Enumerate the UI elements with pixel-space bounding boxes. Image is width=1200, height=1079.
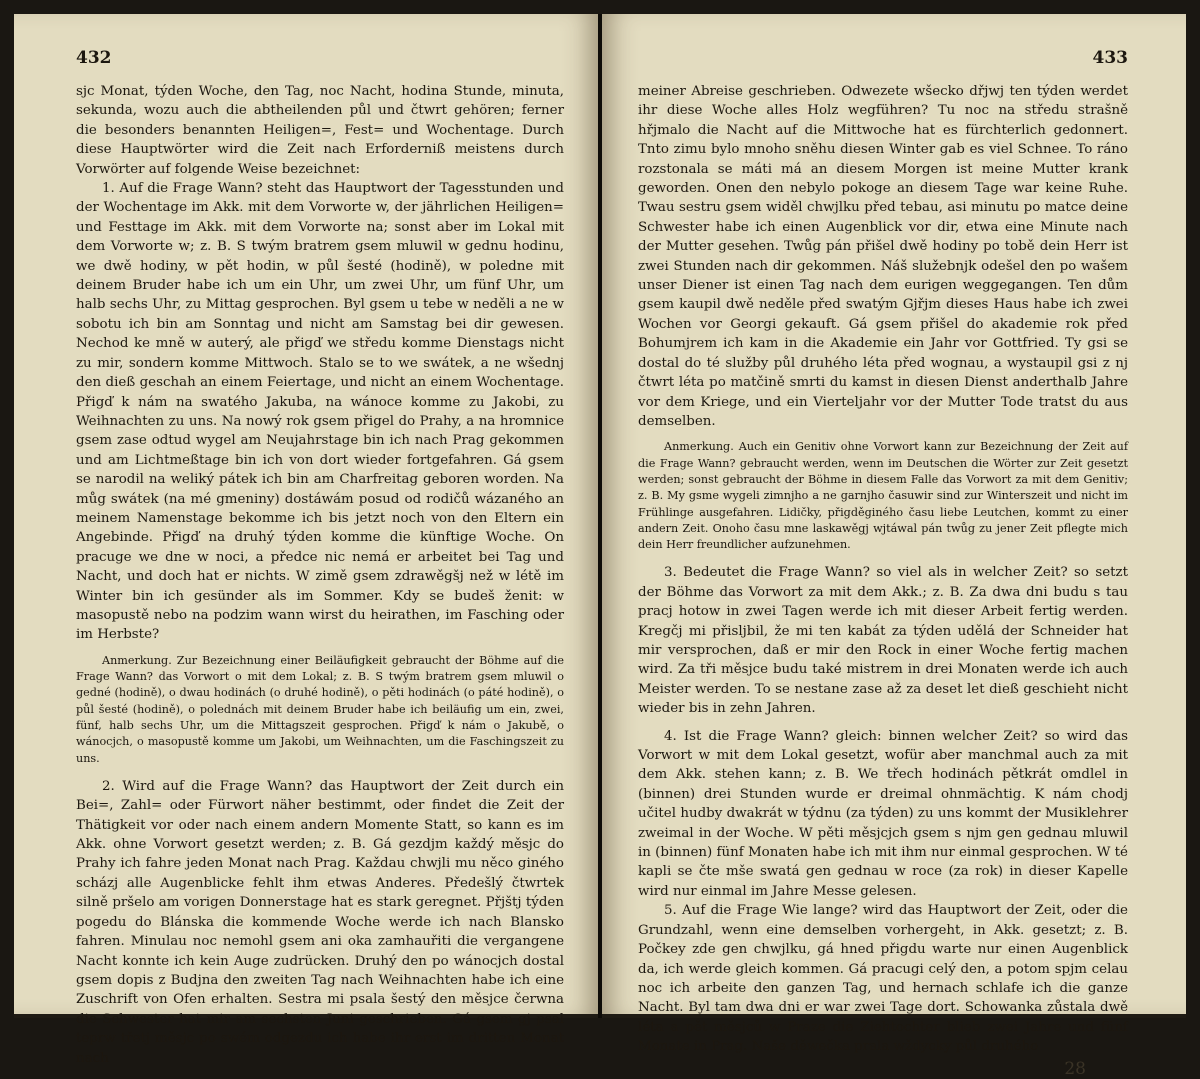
- left-page: [14, 14, 598, 1066]
- page-number: 433: [1092, 48, 1128, 68]
- book-spread: [14, 14, 1186, 1079]
- paragraph: meiner Abreise geschrieben. Odwezete wšecko dřjwj ten týden werdet ihr diese Woche alles Holz wegführen? Tu noc na středu strašně hřjmalo die Nacht auf die Mittwoche hat es fürchterlich gedonnert. Tnto zimu bylo mnoho sněhu diesen Winter gab es viel Schnee. To ráno rozstonala se máti má an diesem Morgen ist meine Mutter krank geworden. Onen den nebylo pokoge an diesem Tage war keine Ruhe. Twau sestru gsem widěl chwjlku před tebau, asi minutu po matce deine Schwester habe ich einen Augenblick vor dir, etwa eine Minute nach der Mutter gesehen. Twůg pán přišel dwě hodiny po tobě dein Herr ist zwei Stunden nach dir gekommen. Náš služebnjk odešel den po wašem unser Diener ist einen Tag nach dem eurigen weggegangen. Ten dům gsem kaupil dwě neděle před swatým Gjřjm dieses Haus habe ich zwei Wochen vor Georgi gekauft. Gá gsem přišel do akademie rok před Bohumjrem ich kam in die Akademie ein Jahr vor Gottfried. Ty gsi se dostal do té služby půl druhého léta před wognau, a wystaupil gsi z nj čtwrt léta po matčině smrti du kamst in diesen Dienst anderthalb Jahre vor dem Kriege, und ein Vierteljahr vor der Mutter Tode tratst du aus demselben.: [638, 84, 1128, 429]
- right-page: [602, 14, 1186, 1079]
- signature-mark: 28: [1064, 1058, 1086, 1079]
- paragraph: 2. Wird auf die Frage Wann? das Hauptwort der Zeit durch ein Bei=, Zahl= oder Fürwort näher bestimmt, oder findet die Zeit der Thätigkeit vor oder nach einem andern Momente Statt, so kann es im Akk. ohne Vorwort gesetzt werden; z. B. Gá gezdjm každý měsjc do Prahy ich fahre jeden Monat nach Prag. Každau chwjli mu něco giného scházj alle Augenblicke fehlt ihm etwas Anderes. Předešlý čtwrtek silně pršelo am vorigen Donnerstage hat es stark geregnet. Přjštj týden pogedu do Blánska die kommende Woche werde ich nach Blansko fahren. Minulau noc nemohl gsem ani oka zamhauřiti die vergangene Nacht konnte ich kein Auge zudrücken. Druhý den po wánocjch dostal gsem dopis z Budjna den zweiten Tag nach Weihnachten habe ich eine Zuschrift von Ofen erhalten. Sestra mi psala šestý den měsjce čerwna die Schwester hat mir am sechsten Juni geschrieben. Gá gsem gj psal teprw třetj měsjc po swém odgezdu ich habe ihr erst im dritten Monat nach: [76, 778, 564, 1066]
- note-paragraph: Anmerkung. Auch ein Genitiv ohne Vorwort kann zur Bezeichnung der Zeit auf die Frage Wann? gebraucht werden, wenn im Deutschen die Wörter zur Zeit gesetzt werden; sonst gebraucht der Böhme in diesem Falle das Vorwort za mit dem Genitiv; z. B. My gsme wygeli zimnjho a ne garnjho časuwir sind zur Winterszeit und nicht im Frühlinge ausgefahren. Lidičky, přigděginého času liebe Leutchen, kommt zu einer andern Zeit. Onoho času mne laskawěgj wjtáwal pán twůg zu jener Zeit pflegte mich dein Herr freundlicher aufzunehmen.: [638, 440, 1128, 552]
- paragraph: 4. Ist die Frage Wann? gleich: binnen welcher Zeit? so wird das Vorwort w mit dem Lokal gesetzt, wofür aber manchmal auch za mit dem Akk. stehen kann; z. B. We třech hodinách pětkrát omdlel in (binnen) drei Stunden wurde er dreimal ohnmächtig. K nám chodj učitel hudby dwakrát w týdnu (za týden) zu uns kommt der Musiklehrer zweimal in der Woche. W pěti měsjcjch gsem s njm gen gednau mluwil in (binnen) fünf Monaten habe ich mit ihm nur einmal gesprochen. W té kapli se čte mše swatá gen gednau w roce (za rok) in dieser Kapelle wird nur einmal im Jahre Messe gelesen.: [638, 728, 1128, 899]
- page-number: 432: [76, 48, 112, 68]
- paragraph: 5. Auf die Frage Wie lange? wird das Hauptwort der Zeit, oder die Grundzahl, wenn eine demselben vorhergeht, in Akk. gesetzt; z. B. Počkey zde gen chwjlku, gá hned přigdu warte nur einen Augenblick da, ich werde gleich kommen. Gá pracugi celý den, a potom spjm celau noc ich arbeite den ganzen Tag, und hernach schlafe ich die ganze Nacht. Byl tam dwa dni er war zwei Tage dort. Schowanka zůstala dwě léta a pět měsjců w Praze die Ziehtochter blieb zwei Jahre und fünf Monate in Prag. Naše děwečka prala wždycky půl druhého: [638, 903, 1128, 1055]
- paragraph: sjc Monat, týden Woche, den Tag, noc Nacht, hodina Stunde, minuta, sekunda, wozu auch die abtheilenden půl und čtwrt gehören; ferner die besonders benannten Heiligen=, Fest= und Wochentage. Durch diese Hauptwörter wird die Zeit nach Erforderniß meistens durch Vorwörter auf folgende Weise bezeichnet:: [76, 84, 564, 177]
- paragraph: 1. Auf die Frage Wann? steht das Hauptwort der Tagesstunden und der Wochentage im Akk. mit dem Vorworte w, der jährlichen Heiligen= und Festtage im Akk. mit dem Vorworte na; sonst aber im Lokal mit dem Vorworte w; z. B. S twým bratrem gsem mluwil w gednu hodinu, we dwě hodiny, w pět hodin, w půl šesté (hodině), w poledne mit deinem Bruder habe ich um ein Uhr, um zwei Uhr, um fünf Uhr, um halb sechs Uhr, zu Mittag gesprochen. Byl gsem u tebe w neděli a ne w sobotu ich bin am Sonntag und nicht am Samstag bei dir gewesen. Nechod ke mně w auterý, ale přigď we středu komme Dienstags nicht zu mir, sondern komme Mittwoch. Stalo se to we swátek, a ne wšednj den dieß geschah an einem Feiertage, und nicht an einem Wochentage. Přigď k nám na swatého Jakuba, na wánoce komme zu Jakobi, zu Weihnachten zu uns. Na nowý rok gsem přigel do Prahy, a na hromnice gsem zase odtud wygel am Neujahrstage bin ich nach Prag gekommen und am Lichtmeßtage bin ich von dort wieder fortgefahren. Gá gsem se narodil na weliký pátek ich bin am Charfreitag geboren worden. Na můg swátek (na mé gmeniny) dostáwám posud od rodičů wázaného an meinem Namenstage bekomme ich bis jetzt noch von den Eltern ein Angebinde. Přigď na druhý týden komme die künftige Woche. On pracuge we dne w noci, a předce nic nemá er arbeitet bei Tag und Nacht, und doch hat er nichts. W zimě gsem zdrawěgšj než w létě im Winter bin ich gesünder als im Sommer. Kdy se budeš ženit: w masopustě nebo na podzim wann wirst du heirathen, im Fasching oder im Herbste?: [76, 181, 564, 643]
- note-paragraph: Anmerkung. Zur Bezeichnung einer Beiläufigkeit gebraucht der Böhme auf die Frage Wann? das Vorwort o mit dem Lokal; z. B. S twým bratrem gsem mluwil o gedné (hodině), o dwau hodinách (o druhé hodině), o pěti hodinách (o páté hodině), o půl šesté (hodině), o polednách mit deinem Bruder habe ich beiläufig um ein, zwei, fünf, halb sechs Uhr, um die Mittagszeit gesprochen. Přigď k nám o Jakubě, o wánocjch, o masopustě komme um Jakobi, um Weihnachten, um die Faschingszeit zu uns.: [76, 653, 564, 765]
- paragraph: 3. Bedeutet die Frage Wann? so viel als in welcher Zeit? so setzt der Böhme das Vorwort za mit dem Akk.; z. B. Za dwa dni budu s tau pracj hotow in zwei Tagen werde ich mit dieser Arbeit fertig werden. Kregčj mi přisljbil, že mi ten kabát za týden udělá der Schneider hat mir versprochen, daß er mir den Rock in einer Woche fertig machen wird. Za tři měsjce budu také mistrem in drei Monaten werde ich auch Meister werden. To se nestane zase až za deset let dieß geschieht nicht wieder bis in zehn Jahren.: [638, 565, 1128, 717]
